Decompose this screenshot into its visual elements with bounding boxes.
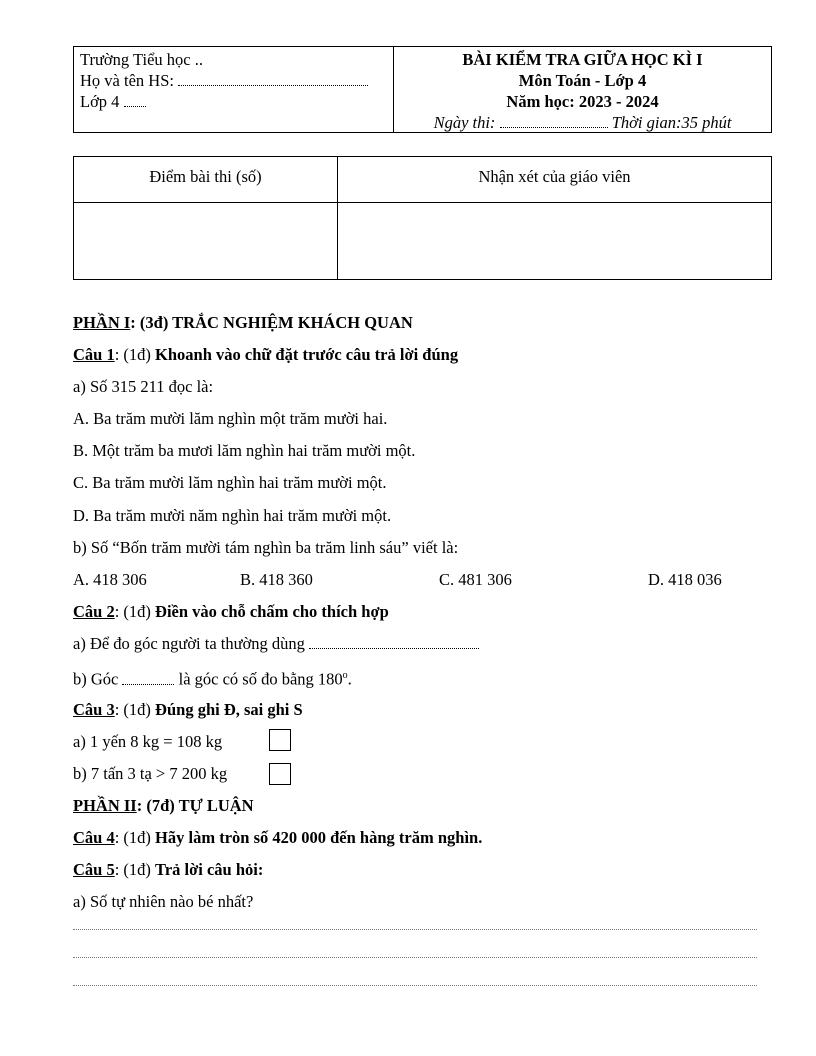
q5-instruction: Trả lời câu hỏi: — [155, 860, 264, 879]
q3-b-answer-box[interactable] — [269, 763, 291, 785]
score-table — [73, 156, 772, 280]
part2-title: : (7đ) TỰ LUẬN — [136, 796, 254, 815]
part1-title: : (3đ) TRẮC NGHIỆM KHÁCH QUAN — [130, 313, 413, 332]
q3-instruction: Đúng ghi Đ, sai ghi S — [155, 700, 303, 719]
q3-a-answer-box[interactable] — [269, 729, 291, 751]
comment-cell[interactable] — [338, 203, 771, 279]
q1-b-option-d[interactable]: D. 418 036 — [648, 570, 722, 589]
q3-points: : (1đ) — [114, 700, 156, 719]
q1-label: Câu 1 — [73, 345, 115, 364]
score-cell[interactable] — [74, 203, 337, 279]
q2-a — [73, 634, 479, 654]
q1-points: : (1đ) — [114, 345, 156, 364]
comment-column-header: Nhận xét của giáo viên — [478, 167, 631, 186]
q4-points: : (1đ) — [114, 828, 156, 847]
q2-instruction: Điền vào chỗ chấm cho thích hợp — [155, 602, 389, 621]
q1-a-option-d[interactable]: D. Ba trăm mười năm nghìn hai trăm mười một. — [73, 506, 392, 525]
school-name: Trường Tiểu học .. — [80, 50, 203, 69]
q2-a-text: a) Để đo góc người ta thường dùng — [73, 634, 305, 653]
q3-heading — [73, 700, 303, 720]
answer-line-2[interactable] — [73, 957, 757, 958]
q1-a-prompt: a) Số 315 211 đọc là: — [73, 377, 214, 396]
q1-a-option-a[interactable]: A. Ba trăm mười lăm nghìn một trăm mười hai. — [73, 409, 388, 428]
class-label: Lớp 4 — [80, 92, 120, 111]
score-column-header: Điểm bài thi (số) — [149, 167, 262, 186]
q3-label: Câu 3 — [73, 700, 115, 719]
q1-instruction: Khoanh vào chữ đặt trước câu trả lời đúng — [155, 345, 459, 364]
part2-heading — [73, 796, 254, 816]
exam-subject: Môn Toán - Lớp 4 — [518, 71, 647, 90]
student-name-line — [80, 71, 368, 91]
class-line — [80, 92, 146, 112]
q2-b-blank[interactable] — [122, 684, 174, 685]
part1-heading — [73, 313, 413, 333]
class-field[interactable] — [124, 106, 146, 107]
student-name-field[interactable] — [178, 85, 368, 86]
q1-b-prompt: b) Số “Bốn trăm mười tám nghìn ba trăm linh sáu” viết là: — [73, 538, 459, 557]
q2-label: Câu 2 — [73, 602, 115, 621]
q3-b: b) 7 tấn 3 tạ > 7 200 kg — [73, 764, 228, 783]
q5-heading — [73, 860, 263, 880]
q4-heading — [73, 828, 482, 848]
q2-points: : (1đ) — [114, 602, 156, 621]
q2-b — [73, 666, 352, 690]
answer-line-1[interactable] — [73, 929, 757, 930]
q2-b-tail: . — [347, 669, 352, 689]
part1-label: PHẦN I — [73, 313, 131, 332]
q3-a: a) 1 yến 8 kg = 108 kg — [73, 732, 223, 751]
q1-a-option-c[interactable]: C. Ba trăm mười lăm nghìn hai trăm mười một. — [73, 473, 387, 492]
q1-heading — [73, 345, 458, 365]
time-label: Thời gian:35 phút — [611, 113, 732, 132]
exam-title: BÀI KIỂM TRA GIỮA HỌC KÌ I — [462, 50, 703, 69]
exam-date-time — [394, 113, 771, 133]
q4-instruction: Hãy làm tròn số 420 000 đến hàng trăm nghìn. — [155, 828, 483, 847]
date-label: Ngày thi: — [433, 113, 496, 132]
q2-heading — [73, 602, 389, 622]
q1-b-option-a[interactable]: A. 418 306 — [73, 570, 147, 589]
date-field[interactable] — [500, 127, 608, 128]
q2-a-blank[interactable] — [309, 648, 479, 649]
degree-superscript: o — [342, 670, 348, 681]
q1-b-option-c[interactable]: C. 481 306 — [439, 570, 512, 589]
q5-a: a) Số tự nhiên nào bé nhất? — [73, 892, 254, 911]
q1-b-option-b[interactable]: B. 418 360 — [240, 570, 313, 589]
q2-b-end: là góc có số đo bằng 180 — [178, 669, 343, 689]
part2-label: PHẦN II — [73, 796, 137, 815]
answer-line-3[interactable] — [73, 985, 757, 986]
student-name-label: Họ và tên HS: — [80, 71, 174, 90]
q2-b-start: b) Góc — [73, 669, 119, 689]
exam-header — [73, 46, 772, 133]
q5-points: : (1đ) — [114, 860, 156, 879]
q1-a-option-b[interactable]: B. Một trăm ba mươi lăm nghìn hai trăm mười một. — [73, 441, 416, 460]
q4-label: Câu 4 — [73, 828, 115, 847]
exam-year: Năm học: 2023 - 2024 — [506, 92, 659, 111]
q5-label: Câu 5 — [73, 860, 115, 879]
